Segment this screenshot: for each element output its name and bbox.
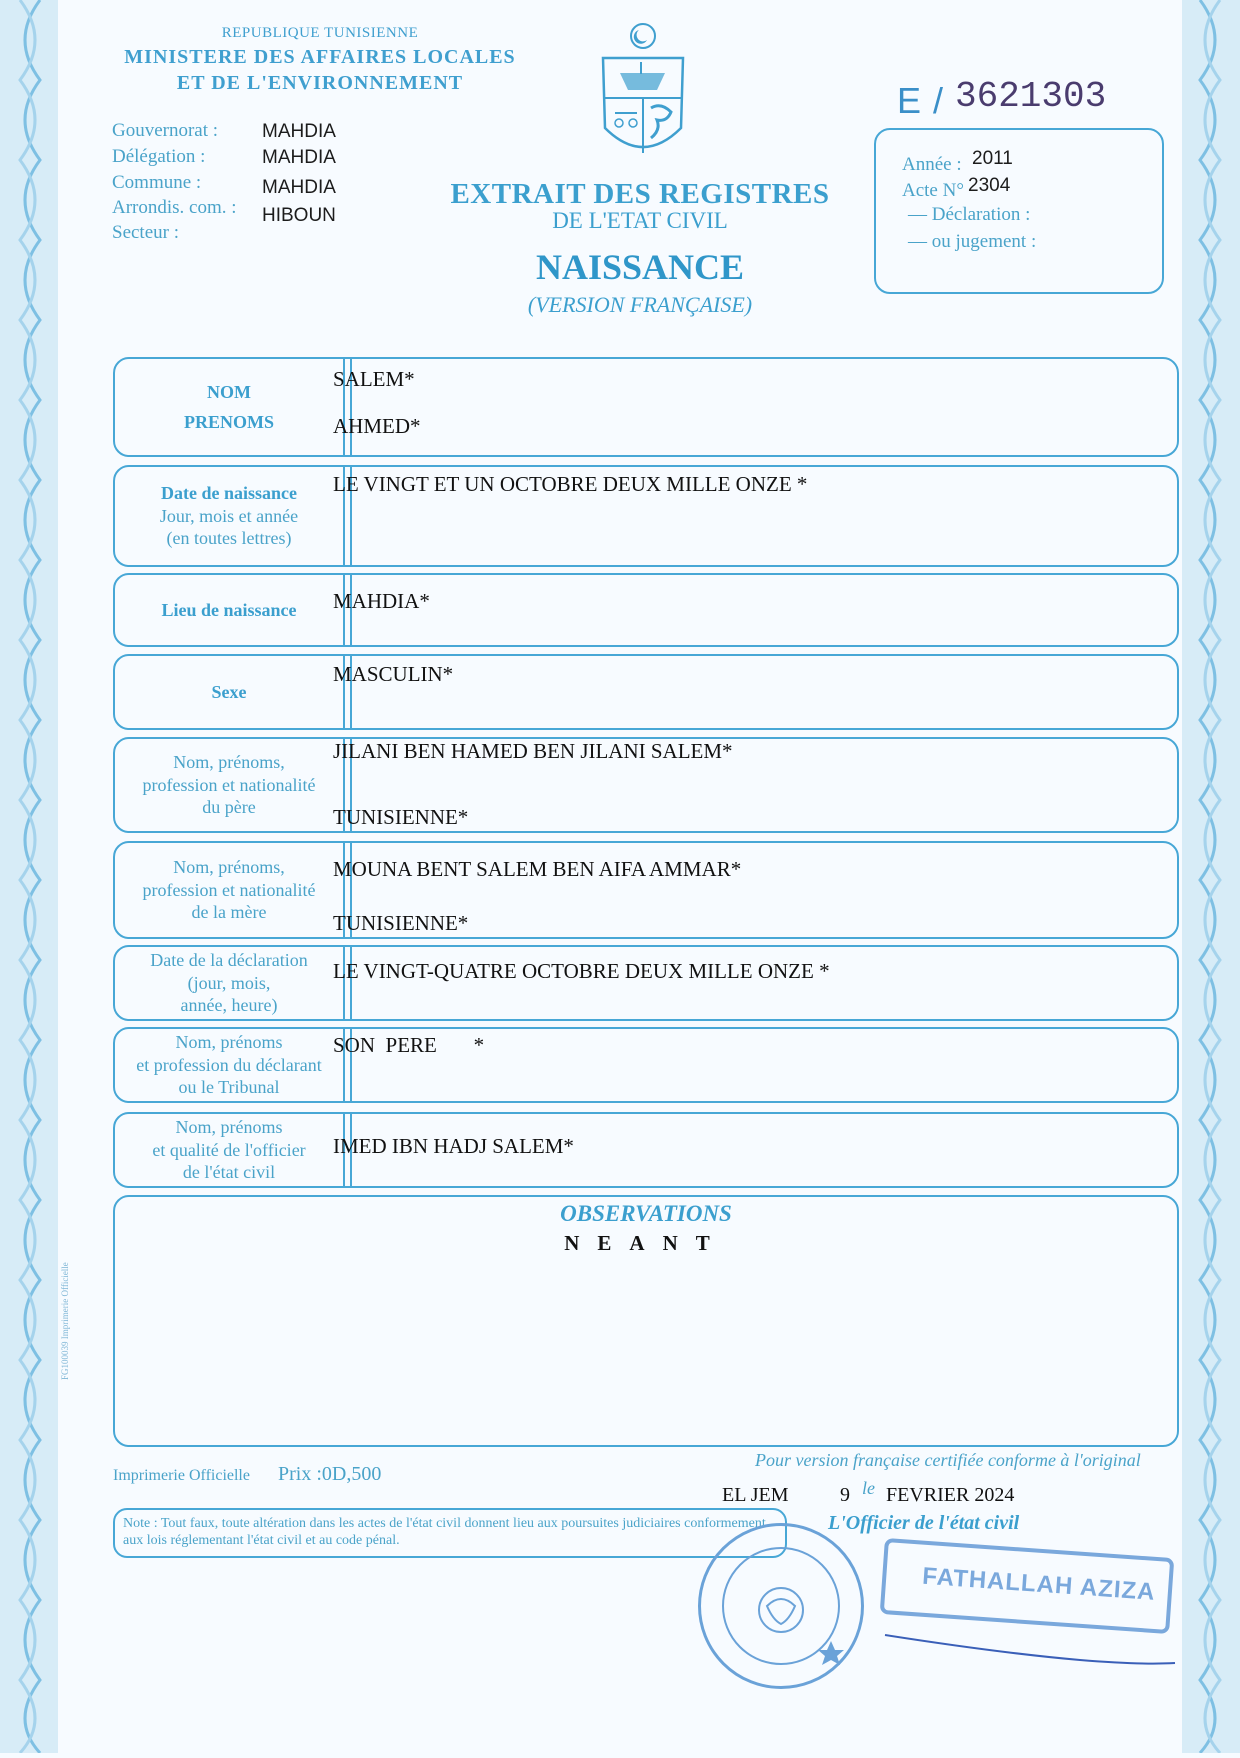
row-lieu-naissance [113,573,1179,647]
mere-label [115,843,345,937]
observations-value: NEANT [564,1231,728,1255]
gouvernorat-value: MAHDIA [262,121,336,142]
serial-number: 3621303 [955,76,1107,117]
commune-value: MAHDIA [262,177,336,198]
officier-label-1: Nom, prénoms [175,1117,283,1138]
register-box [874,128,1164,294]
observations-box [113,1195,1179,1447]
ministry-line1: MINISTERE DES AFFAIRES LOCALES [124,46,516,68]
nom-prenoms-label [115,359,345,455]
row-mere [113,841,1179,939]
pere-nom-value: JILANI BEN HAMED BEN JILANI SALEM* [333,739,733,763]
dob-label [115,467,345,565]
dob-label-3: (en toutes lettres) [166,528,292,549]
prenoms-value: AHMED* [333,414,421,438]
prenoms-label: PRENOMS [184,412,274,432]
prix-label: Prix :0D,500 [278,1463,382,1485]
sexe-label: Sexe [115,656,345,728]
row-officier [113,1112,1179,1188]
officier-label-2: et qualité de l'officier [152,1139,306,1160]
arrondis-value: HIBOUN [262,205,336,226]
le-label: le [862,1478,875,1498]
pere-label-1: Nom, prénoms, [173,752,285,773]
delegation-label: Délégation : [112,146,206,167]
decl-label [115,947,345,1019]
title-version: (VERSION FRANÇAISE) [527,292,753,317]
declarant-label-2: et profession du déclarant [136,1054,322,1075]
acte-label: Acte N° [902,180,964,201]
row-declarant [113,1027,1179,1103]
row-date-naissance [113,465,1179,567]
pere-nationalite-value: TUNISIENNE* [333,805,469,829]
pere-label-3: du père [202,797,256,818]
sexe-value: MASCULIN* [333,662,454,686]
legal-note: Note : Tout faux, toute altération dans les actes de l'état civil donnent lieu aux poursuites judiciaires conformement aux lois réglementant l'état civil et au code pénal. [113,1508,787,1558]
ministry-line2: ET DE L'ENVIRONNEMENT [176,72,464,94]
lieu-value: MAHDIA* [333,589,430,613]
mere-label-3: de la mère [191,902,267,923]
acte-value: 2304 [968,175,1011,196]
declarant-label [115,1029,345,1101]
declarant-value: SON PERE * [333,1033,485,1057]
title-line2: DE L'ETAT CIVIL [552,208,728,233]
dob-label-1: Date de naissance [161,483,297,504]
coat-of-arms-icon [595,18,691,168]
annee-value: 2011 [972,148,1013,169]
secteur-label: Secteur : [112,222,180,243]
pere-label [115,739,345,831]
declarant-label-3: ou le Tribunal [178,1077,280,1098]
row-nom-prenoms [113,357,1179,457]
mere-label-2: profession et nationalité [142,879,316,900]
lieu-delivrance: EL JEM [722,1484,789,1506]
mere-nationalite-value: TUNISIENNE* [333,911,469,935]
decl-label-2: (jour, mois, [187,972,271,993]
certification-text: Pour version française certifiée conforme à l'original [755,1450,1141,1470]
pere-label-2: profession et nationalité [142,774,316,795]
round-official-stamp [698,1523,864,1689]
mere-nom-value: MOUNA BENT SALEM BEN AIFA AMMAR* [333,857,742,881]
stamp-name-text: FATHALLAH AZIZA [921,1562,1157,1606]
delegation-value: MAHDIA [262,147,336,168]
signature-mark [880,1605,1180,1665]
row-date-declaration [113,945,1179,1021]
right-guilloche-border [1182,0,1240,1753]
title-naissance: NAISSANCE [535,247,745,287]
row-pere [113,737,1179,833]
officier-signature-label: L'Officier de l'état civil [828,1512,1020,1534]
side-print: FG100039 Imprimerie Officielle [60,1262,70,1380]
declaration-label: — Déclaration : [908,204,1031,225]
commune-label: Commune : [112,172,202,193]
nom-label: NOM [207,381,251,402]
declarant-label-1: Nom, prénoms [175,1032,283,1053]
dob-value: LE VINGT ET UN OCTOBRE DEUX MILLE ONZE * [333,472,808,496]
jugement-label: — ou jugement : [908,231,1037,252]
observations-title: OBSERVATIONS [560,1201,732,1226]
dob-label-2: Jour, mois et année [159,505,299,526]
gouvernorat-label: Gouvernorat : [112,120,219,141]
republic-label: REPUBLIQUE TUNISIENNE [221,25,419,41]
jour-delivrance: 9 [840,1484,850,1506]
left-guilloche-border [0,0,58,1753]
annee-label: Année : [902,154,962,175]
lieu-label: Lieu de naissance [115,575,345,645]
officier-value: IMED IBN HADJ SALEM* [333,1134,574,1158]
date-delivrance: FEVRIER 2024 [886,1484,1015,1506]
imprimerie-label: Imprimerie Officielle [113,1467,250,1484]
nom-value: SALEM* [333,367,415,391]
decl-label-1: Date de la déclaration [150,950,308,971]
officier-label-3: de l'état civil [182,1162,276,1183]
title-line1: EXTRAIT DES REGISTRES [450,178,830,210]
serial-prefix: E / [897,80,945,121]
decl-value: LE VINGT-QUATRE OCTOBRE DEUX MILLE ONZE * [333,959,830,983]
mere-label-1: Nom, prénoms, [173,857,285,878]
officier-label [115,1114,345,1186]
decl-label-3: année, heure) [180,995,278,1016]
row-sexe [113,654,1179,730]
arrondis-label: Arrondis. com. : [112,197,237,218]
